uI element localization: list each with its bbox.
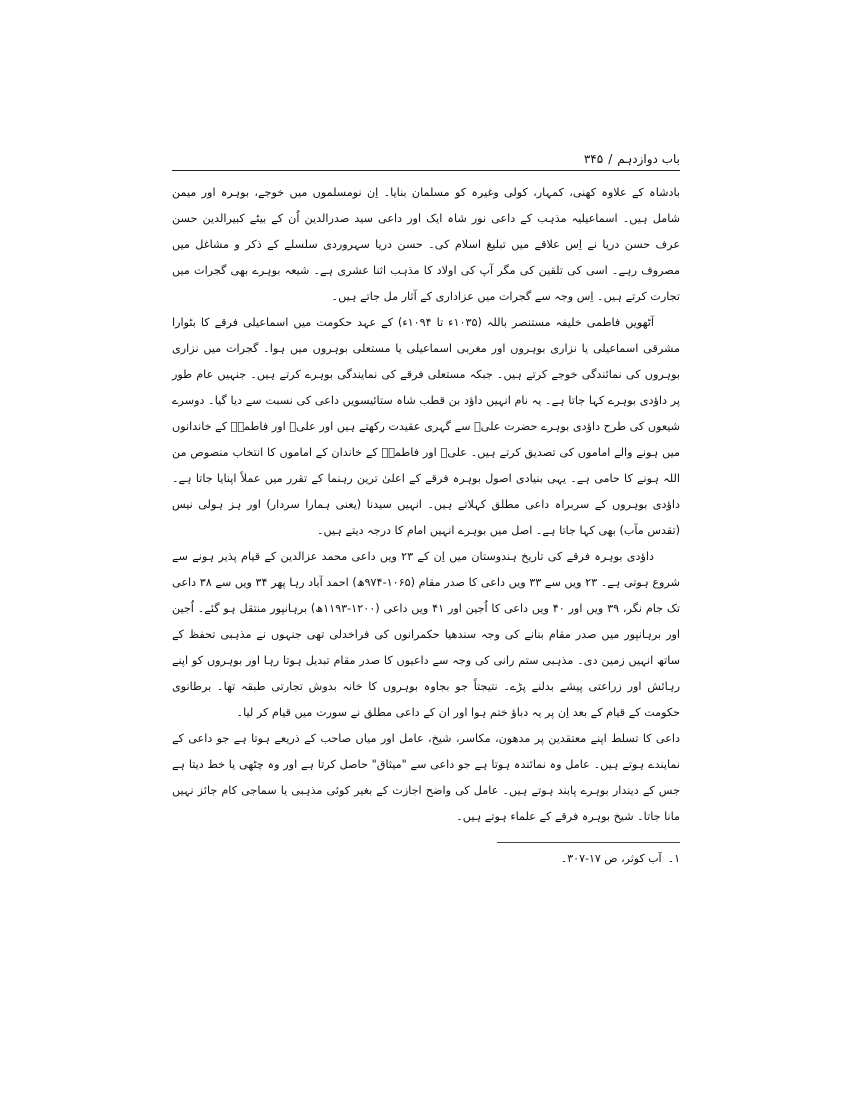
header-separator: / [608,152,613,166]
paragraph-4: داعی کا تسلط اپنے معتقدین پر مدھون، مکاسر، شیخ، عامل اور میاں صاحب کے ذریعے ہوتا ہے جو داعی کے نمایندے ہوتے ہیں۔ عامل وہ نمائندہ ہوتا ہے جو داعی سے "میثاق" حاصل کرتا ہے اور وہ چٹھی یا خط دیتا ہے جس کے دیندار بوہرے پابند ہوتے ہیں۔ عامل کی واضح اجازت کے بغیر کوئی مذہبی یا سماجی کام جائز نہیں مانا جاتا۔ شیخ بوہرہ فرقے کے علماء ہوتے ہیں۔ [172,732,680,823]
paragraph-2: آٹھویں فاطمی خلیفہ مستنصر باللہ (۱۰۳۵ء تا ۱۰۹۴ء) کے عہد حکومت میں اسماعیلی فرقے کا بٹوارا مشرقی اسماعیلی یا نزاری بوہروں اور مغربی اسماعیلی یا مستعلی بوہروں میں ہوا۔ گجرات میں نزاری بوہروں کی نمائندگی خوجے کرتے ہیں۔ جبکہ مستعلی فرقے کی نمایندگی بوہرے کرتے ہیں۔ جنہیں عام طور پر داؤدی بوہرے کہا جاتا ہے۔ یہ نام انہیں داؤد بن قطب شاہ ستائیسویں داعی کی نسبت سے دیا گیا۔ دوسرے شیعوں کی طرح داؤدی بوہرے حضرت علیؑ سے گہری عقیدت رکھتے ہیں اور علیؑ اور فاطمہؑ کے خاندانوں میں ہونے والے اماموں کی تصدیق کرتے ہیں۔ علیؑ اور فاطمہؑ کے خاندان کے اماموں کا انتخاب منصوص من اللہ ہونے کا حامی ہے۔ یہی بنیادی اصول بوہرہ فرقے کے اعلیٰ ترین رہنما کے تقرر میں عملاً اپنایا جاتا ہے۔ داؤدی بوہروں کے سربراہ داعی مطلق کہلاتے ہیں۔ انہیں سیدنا (یعنی ہمارا سردار) اور ہز ہولی نیس (تقدس مآب) بھی کہا جاتا ہے۔ اصل میں بوہرے انہیں امام کا درجہ دیتے ہیں۔ [172,316,680,537]
header-rule [172,170,680,171]
body-text [172,180,680,823]
footnote-number: ۱۔ [667,852,680,865]
page-number: ۳۴۵ [583,152,604,166]
running-header [172,150,680,168]
paragraph-3: داؤدی بوہرہ فرقے کی تاریخ ہندوستان میں اِن کے ۲۳ ویں داعی محمد عزالدین کے قیام پذیر ہونے سے شروع ہوتی ہے۔ ۲۳ ویں سے ۳۳ ویں داعی کا صدر مقام (۱۰۶۵-۹۷۴ھ) احمد آباد رہا پھر ۳۴ ویں سے ۳۸ داعی تک جام نگر، ۳۹ ویں اور ۴۰ ویں داعی کا اُجین اور ۴۱ ویں داعی (۱۲۰۰-۱۱۹۳ھ) برہانپور منتقل ہو گئے۔ اُجین اور برہانپور میں صدر مقام بنانے کی وجہ سندھیا حکمرانوں کی فراخدلی تھی جنہوں نے مذہبی تحفظ کے ساتھ انہیں زمین دی۔ مذہبی ستم رانی کی وجہ سے داعیوں کا صدر مقام تبدیل ہوتا رہا اور بوہروں کو اپنے رہائش اور زراعتی پیشے بدلنے پڑے۔ نتیجتاً جو بجاوہ بوہروں کا خانہ بدوش تجارتی طبقہ تھا۔ برطانوی حکومت کے قیام کے بعد اِن پر یہ دباؤ ختم ہوا اور ان کے داعی مطلق نے سورت میں قیام کر لیا۔ [172,550,680,719]
footnote-text: آب کوثر، ص ۱۷-۳۰۷۔ [560,852,662,865]
footnote-rule [497,842,680,843]
chapter-title: باب دوازدہم [617,152,680,166]
footnote [172,850,680,868]
paragraph-1: بادشاہ کے علاوہ کھنی، کمہار، کولی وغیرہ کو مسلمان بنایا۔ اِن نومسلموں میں خوجے، بوہرہ اور میمن شامل ہیں۔ اسماعیلیہ مذہب کے داعی نور شاہ ایک اور داعی سید صدرالدین اُن کے بیٹے کبیرالدین حسن عرف حسن دریا نے اِس علاقے میں تبلیغ اسلام کی۔ حسن دریا سہروردی سلسلے کے ذکر و مشاغل میں مصروف رہے۔ اسی کی تلقین کی مگر آپ کی اولاد کا مذہب اثنا عشری ہے۔ شیعہ بوہرے بھی گجرات میں تجارت کرتے ہیں۔ اِس وجہ سے گجرات میں عزاداری کے آثار مل جاتے ہیں۔ [172,186,680,303]
